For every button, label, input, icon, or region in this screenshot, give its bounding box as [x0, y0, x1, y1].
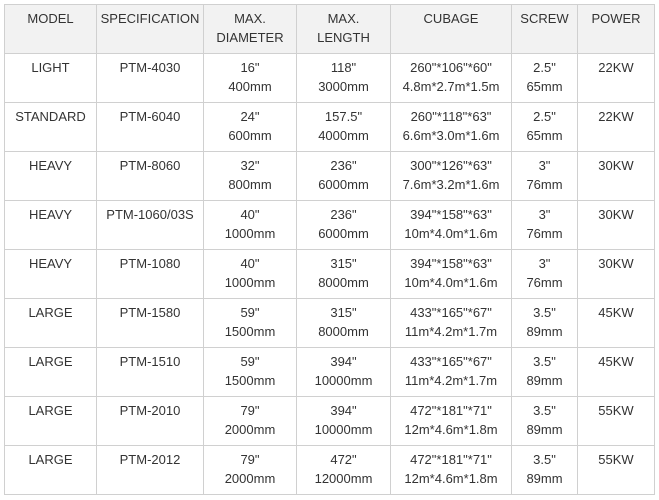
- cell-cubage: 260"*118"*63" 6.6m*3.0m*1.6m: [391, 103, 512, 152]
- table-row: [5, 446, 655, 495]
- cell-power: 22KW: [578, 54, 655, 103]
- cell-screw: 3.5" 89mm: [512, 299, 578, 348]
- cell-max-length: 236" 6000mm: [297, 201, 391, 250]
- cell-cubage: 394"*158"*63" 10m*4.0m*1.6m: [391, 250, 512, 299]
- cell-specification: PTM-1510: [97, 348, 204, 397]
- header-row: [5, 5, 655, 54]
- cell-model: HEAVY: [5, 250, 97, 299]
- cell-specification: PTM-2010: [97, 397, 204, 446]
- header-model: MODEL: [5, 5, 97, 54]
- header-power: POWER: [578, 5, 655, 54]
- table-row: [5, 299, 655, 348]
- cell-model: LARGE: [5, 299, 97, 348]
- cell-screw: 3.5" 89mm: [512, 348, 578, 397]
- cell-max-diameter: 24" 600mm: [204, 103, 297, 152]
- cell-model: HEAVY: [5, 201, 97, 250]
- cell-max-diameter: 16" 400mm: [204, 54, 297, 103]
- cell-screw: 2.5" 65mm: [512, 54, 578, 103]
- cell-power: 30KW: [578, 152, 655, 201]
- cell-max-diameter: 59" 1500mm: [204, 299, 297, 348]
- cell-specification: PTM-8060: [97, 152, 204, 201]
- table-row: [5, 397, 655, 446]
- cell-screw: 3" 76mm: [512, 250, 578, 299]
- table-row: [5, 201, 655, 250]
- cell-max-length: 472" 12000mm: [297, 446, 391, 495]
- cell-max-diameter: 32" 800mm: [204, 152, 297, 201]
- cell-power: 55KW: [578, 397, 655, 446]
- cell-cubage: 472"*181"*71" 12m*4.6m*1.8m: [391, 446, 512, 495]
- cell-power: 45KW: [578, 348, 655, 397]
- cell-model: LARGE: [5, 348, 97, 397]
- table-row: [5, 54, 655, 103]
- cell-cubage: 300"*126"*63" 7.6m*3.2m*1.6m: [391, 152, 512, 201]
- header-specification: SPECIFICATION: [97, 5, 204, 54]
- cell-screw: 3" 76mm: [512, 201, 578, 250]
- table-body: [5, 54, 655, 495]
- cell-max-length: 236" 6000mm: [297, 152, 391, 201]
- cell-screw: 3.5" 89mm: [512, 446, 578, 495]
- cell-max-diameter: 59" 1500mm: [204, 348, 297, 397]
- cell-model: LARGE: [5, 446, 97, 495]
- cell-cubage: 433"*165"*67" 11m*4.2m*1.7m: [391, 348, 512, 397]
- cell-power: 22KW: [578, 103, 655, 152]
- table-row: [5, 250, 655, 299]
- cell-max-diameter: 79" 2000mm: [204, 446, 297, 495]
- cell-max-length: 157.5" 4000mm: [297, 103, 391, 152]
- header-cubage: CUBAGE: [391, 5, 512, 54]
- cell-screw: 3" 76mm: [512, 152, 578, 201]
- cell-max-length: 315" 8000mm: [297, 299, 391, 348]
- cell-specification: PTM-1060/03S: [97, 201, 204, 250]
- cell-max-length: 394" 10000mm: [297, 397, 391, 446]
- cell-max-diameter: 79" 2000mm: [204, 397, 297, 446]
- cell-power: 55KW: [578, 446, 655, 495]
- cell-cubage: 260"*106"*60" 4.8m*2.7m*1.5m: [391, 54, 512, 103]
- cell-power: 30KW: [578, 250, 655, 299]
- cell-screw: 2.5" 65mm: [512, 103, 578, 152]
- header-max-diameter: MAX. DIAMETER: [204, 5, 297, 54]
- cell-max-diameter: 40" 1000mm: [204, 201, 297, 250]
- cell-max-length: 394" 10000mm: [297, 348, 391, 397]
- cell-max-length: 118" 3000mm: [297, 54, 391, 103]
- cell-specification: PTM-1080: [97, 250, 204, 299]
- cell-model: HEAVY: [5, 152, 97, 201]
- cell-model: LIGHT: [5, 54, 97, 103]
- cell-specification: PTM-4030: [97, 54, 204, 103]
- cell-max-diameter: 40" 1000mm: [204, 250, 297, 299]
- cell-max-length: 315" 8000mm: [297, 250, 391, 299]
- cell-specification: PTM-1580: [97, 299, 204, 348]
- table-row: [5, 348, 655, 397]
- cell-cubage: 472"*181"*71" 12m*4.6m*1.8m: [391, 397, 512, 446]
- cell-power: 45KW: [578, 299, 655, 348]
- table-row: [5, 103, 655, 152]
- table-row: [5, 152, 655, 201]
- header-screw: SCREW: [512, 5, 578, 54]
- cell-power: 30KW: [578, 201, 655, 250]
- cell-cubage: 394"*158"*63" 10m*4.0m*1.6m: [391, 201, 512, 250]
- cell-specification: PTM-2012: [97, 446, 204, 495]
- cell-screw: 3.5" 89mm: [512, 397, 578, 446]
- cell-cubage: 433"*165"*67" 11m*4.2m*1.7m: [391, 299, 512, 348]
- spec-table: [4, 4, 655, 495]
- header-max-length: MAX. LENGTH: [297, 5, 391, 54]
- cell-model: STANDARD: [5, 103, 97, 152]
- cell-specification: PTM-6040: [97, 103, 204, 152]
- cell-model: LARGE: [5, 397, 97, 446]
